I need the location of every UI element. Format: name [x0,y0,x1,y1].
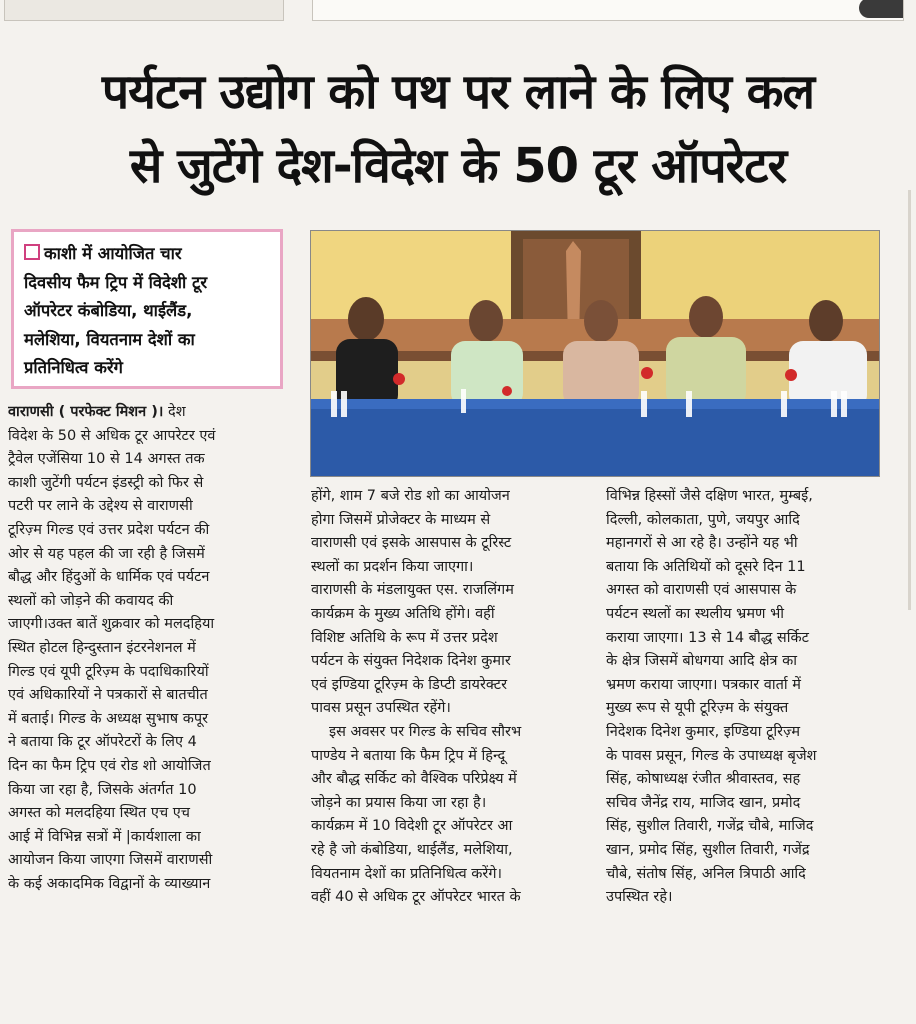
article-line-text: देश [168,404,186,420]
article-line: के क्षेत्र जिसमें बोधगया आदि क्षेत्र का [606,653,798,670]
article-line: एवं इण्डिया टूरिज़्म के डिप्टी डायरेक्टर [311,676,508,693]
previous-article-strip-right [312,0,904,21]
article-line: अगस्त को वाराणसी एवं आसपास के [606,582,797,599]
article-line: किया जा रहा है, जिसके अंतर्गत 10 [8,781,197,798]
article-line: विभिन्न हिस्सों जैसे दक्षिण भारत, मुम्बई, [606,488,813,504]
article-line: विदेश के 50 से अधिक टूर आपरेटर एवं [8,427,216,444]
article-line: पर्यटन के संयुक्त निदेशक दिनेश कुमार [311,653,511,670]
previous-article-strip [4,0,284,21]
article-line: अगस्त को मलदहिया स्थित एच एच [8,805,190,822]
article-line: कार्यक्रम में 10 विदेशी टूर ऑपरेटर आ [311,818,513,835]
page-edge-divider [908,190,911,610]
article-line: सचिव जैनेंद्र राय, माजिद खान, प्रमोद [606,794,801,811]
square-bullet-icon [24,244,40,260]
article-line: वाराणसी एवं इसके आसपास के टूरिस्ट [311,535,512,552]
deck-box [11,229,283,389]
article-line: कराया जाएगा। 13 से 14 बौद्ध सर्किट [606,629,809,646]
article-line: दिल्ली, कोलकाता, पुणे, जयपुर आदि [606,511,800,528]
press-conference-photo [310,230,880,477]
article-line: रहे है जो कंबोडिया, थाईलैंड, मलेशिया, [311,841,513,858]
article-line: इस अवसर पर गिल्ड के सचिव सौरभ [329,723,522,740]
headline-line-1: पर्यटन उद्योग को पथ पर लाने के लिए कल [101,64,815,120]
article-line: और बौद्ध सर्किट को वैश्विक परिप्रेक्ष्य में [311,771,517,788]
article-line: ने बताया कि टूर ऑपरेटरों के लिए 4 [8,734,197,751]
article-line: ओर से यह पहल की जा रही है जिसमें [8,545,205,562]
article-line: होंगे, शाम 7 बजे रोड शो का आयोजन [311,488,510,504]
article-column-1 [8,401,290,896]
article-line: पावस प्रसून उपस्थित रहेंगे। [311,700,451,717]
article-line: सिंह, कोषाध्यक्ष रंजीत श्रीवास्तव, सह [606,771,801,788]
photo-illustration [311,231,880,477]
article-line: वियतनाम देशों का प्रतिनिधित्व करेंगे। [311,865,502,882]
article-line: निदेशक दिनेश कुमार, इण्डिया टूरिज़्म [606,723,801,740]
article-line: पर्यटन स्थलों का स्थलीय भ्रमण भी [606,605,785,622]
article-line: जाएगी।उक्त बातें शुक्रवार को मलदहिया [8,616,215,633]
article-column-2 [311,485,591,910]
article-line: मुख्य रूप से यूपी टूरिज़्म के संयुक्त [606,700,789,717]
deck-line: मलेशिया, वियतनाम देशों का [24,329,195,349]
article-line: कार्यक्रम के मुख्य अतिथि होंगे। वहीं [311,605,495,622]
dark-edge-icon [859,0,904,18]
deck-line: दिवसीय फैम ट्रिप में विदेशी टूर [24,272,208,292]
article-line: चौबे, संतोष सिंह, अनिल त्रिपाठी आदि [606,865,806,882]
deck-text [24,240,270,383]
article-column-3 [606,485,888,910]
article-line: विशिष्ट अतिथि के रूप में उत्तर प्रदेश [311,629,498,646]
article-line: के पावस प्रसून, गिल्ड के उपाध्यक्ष बृजेश [606,747,817,764]
article-line: खान, प्रमोद सिंह, सुशील तिवारी, गजेंद्र [606,841,810,858]
article-line: काशी जुटेंगी पर्यटन इंडस्ट्री को फिर से [8,474,204,491]
article-line: एवं अधिकारियों ने पत्रकारों से बातचीत [8,687,208,704]
article-line: भ्रमण कराया जाएगा। पत्रकार वार्ता में [606,676,801,693]
dateline: वाराणसी ( परफेक्ट मिशन )। [8,404,164,420]
article-line: जोड़ने का प्रयास किया जा रहा है। [311,794,487,811]
article-line: सिंह, सुशील तिवारी, गजेंद्र चौबे, माजिद [606,818,814,835]
article-line: आयोजन किया जाएगा जिसमें वाराणसी [8,852,213,869]
article-line: बताया कि अतिथियों को दूसरे दिन 11 [606,558,806,575]
article-line: दिन का फैम ट्रिप एवं रोड शो आयोजित [8,757,211,774]
article-line: स्थलों को जोड़ने की कवायद की [8,592,174,609]
left-strip-text [5,5,11,18]
article-line [8,401,290,425]
article-line: उपस्थित रहे। [606,889,673,906]
article-line: टूरिज़्म गिल्ड एवं उत्तर प्रदेश पर्यटन की [8,521,210,538]
headline-line-2: से जुटेंगे देश-विदेश के 50 टूर ऑपरेटर [129,138,787,194]
article-line: महानगरों से आ रहे है। उन्होंने यह भी [606,535,798,552]
deck-line: प्रतिनिधित्व करेंगे [24,358,123,377]
article-line: गिल्ड एवं यूपी टूरिज़्म के पदाधिकारियों [8,663,209,680]
article-line: के कई अकादमिक विद्वानों के व्याख्यान [8,875,211,892]
article-line: आई में विभिन्न सत्रों में |कार्यशाला का [8,828,201,845]
article-line: स्थित होटल हिन्दुस्तान इंटरनेशनल में [8,639,196,656]
top-strip [0,0,916,22]
article-line: होगा जिसमें प्रोजेक्टर के माध्यम से [311,511,491,528]
article-line: पाण्डेय ने बताया कि फैम ट्रिप में हिन्दू [311,747,506,764]
deck-line [24,240,270,269]
article-line: स्थलों का प्रदर्शन किया जाएगा। [311,558,474,575]
article-line: में बताई। गिल्ड के अध्यक्ष सुभाष कपूर [8,710,209,727]
article-line: वाराणसी के मंडलायुक्त एस. राजलिंगम [311,582,514,599]
article-line: ट्रैवेल एजेंसिया 10 से 14 अगस्त तक [8,451,205,468]
article-line: पटरी पर लाने के उद्देश्य से वाराणसी [8,498,193,515]
deck-line: ऑपरेटर कंबोडिया, थाईलैंड, [24,301,193,320]
deck-line-text: काशी में आयोजित चार [44,244,182,263]
article-line: बौद्ध और हिंदुओं के धार्मिक एवं पर्यटन [8,569,210,586]
right-strip-text [313,5,323,18]
headline [0,55,916,203]
article-line: वहीं 40 से अधिक टूर ऑपरेटर भारत के [311,889,521,906]
